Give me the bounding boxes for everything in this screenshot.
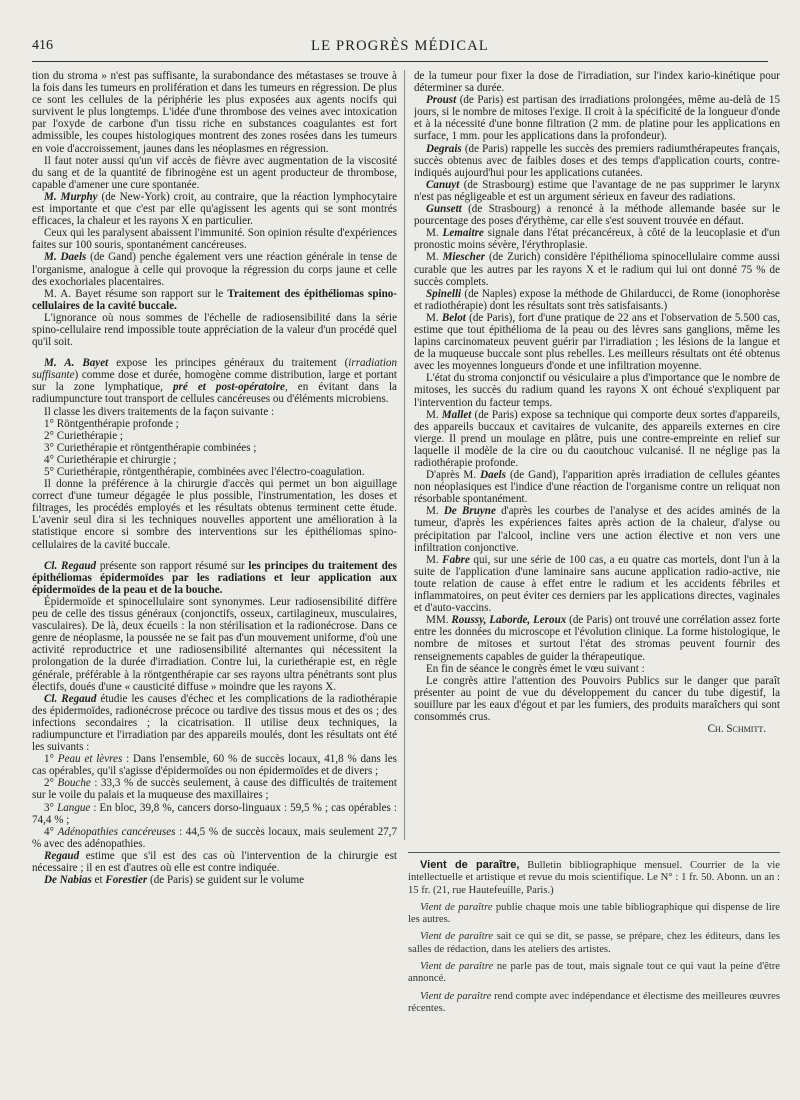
right-column [414,70,780,840]
ad-item: Vient de paraître rend compte avec indépendance et électisme des meilleures œuvres récentes. [408,990,781,1014]
ad-lead: Vient de paraître, [420,859,520,871]
list-item: 4° Adénopathies cancéreuses : 44,5 % de succès locaux, mais seulement 27,7 % avec des adénopathies. [32,825,397,850]
list-item: 1° Peau et lèvres : Dans l'ensemble, 60 % de succès locaux, 41,8 % dans les cas opérables, qu'il s'agisse d'épidermoïdes ou non épidermoïdes et de divers ; [32,753,397,778]
paragraph: Ceux qui les paralysent abaissent l'immunité. Son opinion résulte d'expériences faites sur 100 souris, spontanément cancéreuses. [32,227,397,252]
list-item: 3° Curiethérapie et röntgenthérapie combinées ; [44,441,257,454]
author-name: Forestier [105,874,148,887]
author-name: Proust [426,94,457,107]
author-name: Canuyt [426,178,460,191]
paragraph: M. Belot (de Paris), fort d'une pratique de 22 ans et l'observation de 5.500 cas, estime que tout épithélioma de la peau ou des lèvres sans ganglions, même les lapins carcinomateux peuvent guérir par l'irradiation ; les lésions de la langue et de la muqueuse buccale sont plus rebelles. Les meilleurs résultats ont été obtenus avec les moyennes longueurs d'onde et une infiltration moyenne. [414,311,780,373]
paragraph: M. A. Bayet expose les principes généraux du traitement (irradiation suffisante) comme dose et durée, homogène comme distribution, large et portant sur la zone lymphatique, pré et post-opératoire, en évitant dans la radiumpuncture tout transport de cellules cancéreuses ou d'éléments microbiens. [32,357,397,406]
list-item: 3° Langue : En bloc, 39,8 %, cancers dorso-linguaux : 59,5 % ; cas opérables : 74,4 % ; [32,801,397,826]
paragraph: M. Fabre qui, sur une série de 100 cas, a eu quatre cas mortels, dont l'un à la suite de l'application d'une laminaire sans aucune application radio-active, nie toute relation de cause à effet entre le radium et les accidents fébriles et inflammatoires, on peut éviter ces derniers par les applications directes, vaginales et d'auto-vaccins. [414,553,780,615]
header-rule [32,61,768,62]
left-column [32,70,397,1070]
paragraph: M. Lemaitre signale dans l'état précancéreux, à côté de la leucoplasie et d'un pronostic moins sévère, l'érythroplasie. [414,227,780,252]
author-name: M. A. Bayet [44,357,109,370]
author-name: M. Daels [44,251,87,264]
author-name: Fabre [442,553,470,566]
paragraph: D'après M. Daels (de Gand), l'apparition après irradiation de cellules géantes non néoplasiques est l'indice d'une réaction de l'organisme contre un reliquat non résorbable spontanément. [414,469,780,506]
paragraph: L'ignorance où nous sommes de l'échelle de radiosensibilité dans la série spino-cellulaire rend impossible toute appréciation de la valeur d'un procédé quel qu'il soit. [32,311,397,349]
page-number: 416 [32,38,53,53]
column-rule [404,70,405,840]
ad-header: Vient de paraître, Bulletin bibliographique mensuel. Courrier de la vie intellectuelle et artistique et revue du mois scientifique. Le N° : 1 fr. 50. Abonn. un an : 15 fr. (21, rue Hautefeuille, Paris.) [408,859,780,896]
author-name: M. Murphy [44,190,98,203]
page-header [32,38,768,60]
author-name: Regaud [44,849,80,862]
author-name: Belot [441,311,466,324]
paragraph: Cl. Regaud étudie les causes d'échec et les complications de la radiothérapie des épidermoïdes, radionécrose précoce ou tardive des tissus mous et des os ; des infections secondaires ; la cicatrisation. Il utilise deux techniques, la radiumpuncture et l'irradiation par des appareils moulés, dont les résultats ont été les suivants : [32,692,397,754]
report-title: Traitement des épithéliomas spino-cellulaires de la cavité buccale. [32,287,397,312]
paragraph: M. Mallet (de Paris) expose sa technique qui comporte deux sortes d'appareils, des appareils buccaux et cavitaires de vulcanite, des appareils externes en cire vierge. Il prend un moulage en plâtre, puis une contre-empreinte en relief sur laquelle il modèle de la cire ou du caoutchouc vulcanisé. Il ne néglige pas la radiothérapie profonde. [414,408,780,469]
list-item: 1° Röntgenthérapie profonde ; [44,417,179,430]
ad-item: Vient de paraître ne parle pas de tout, mais signale tout ce qui vaut la peine d'être annoncé. [408,961,781,985]
paragraph: Degrais (de Paris) rappelle les succès des premiers radiumthérapeutes français, succès obtenus avec de faibles doses et des temps d'application courts, contre-indiqués aujourd'hui pour les applications cutanées. [414,142,780,179]
author-name: Spinelli [426,287,462,300]
report-title: les principes du traitement des épithéliomas épidermoïdes par les radiations et leur application aux épidermoïdes de la peau et de la bouche. [32,559,397,596]
paragraph: MM. Roussy, Laborde, Leroux (de Paris) ont trouvé une corrélation assez forte entre les données du microscope et l'évolution clinique. La forme histologique, le nombre de mitoses et surtout l'état des stromas peuvent fournir des renseignements capables de guider la thérapeutique. [414,614,780,663]
advertisement [408,852,780,1015]
paragraph: Canuyt (de Strasbourg) estime que l'avantage de ne pas supprimer le larynx n'est pas négligeable et est un argument sérieux en faveur des radiations. [414,178,780,203]
ad-item: Vient de paraître sait ce qui se dit, se passe, se prépare, chez les éditeurs, dans les salles de rédaction, dans les ateliers des artistes. [408,931,781,955]
paragraph: M. A. Bayet résume son rapport sur le Traitement des épithéliomas spino-cellulaires de la cavité buccale. [32,287,397,312]
paragraph: Spinelli (de Naples) expose la méthode de Ghilarducci, de Rome (ionophorèse et radiothérapie) dont les résultats sont très satisfaisants.) [414,287,780,312]
author-name: Gunsett [426,203,462,216]
paragraph: Le congrès attire l'attention des Pouvoirs Publics sur le danger que paraît présenter au point de vue du développement du cancer du tube digestif, la souillure par les eaux d'égout et par les fumiers, des produits maraîchers qui sont consommés crus. [414,674,780,723]
author-name: Cl. Regaud [44,692,97,705]
list-item: 2° Curiethérapie ; [44,429,123,442]
ad-item: Vient de paraître publie chaque mois une table bibliographique qui dispense de lire les autres. [408,901,780,926]
list-item: 4° Curiethérapie et chirurgie ; [44,453,177,466]
paragraph: Il donne la préférence à la chirurgie d'accès qui permet un bon aiguillage correct d'une tumeur dégagée le plus possible, l'instrumentation, les doses et filtrages, les procédés employés et les résultats obtenus terminent cette étude. L'avenir seul dira si les techniques nouvelles apportent une amélioration à la statistique encore si sombre des interventions sur les épithéliomas spino-cellulaires de la cavité buccale. [32,478,397,551]
author-name: Roussy, Laborde, Leroux [451,614,567,627]
paragraph: Épidermoïde et spinocellulaire sont synonymes. Leur radiosensibilité diffère peu de celle des tissus généraux (conjonctifs, osseux, cartilagineux, musculaires, vasculaires). De là, deux écueils : la non stérilisation et la radionécrose. Dans ce genre de néoplasme, la poussée ne se fait pas d'un mouvement uniforme, d'où une activité reproductrice et une radiosensibilité alternantes qui nécessitent la prolongation de la durée d'irradiation. Contre lui, la curiethérapie est, en règle générale, préférable à la röntgenthérapie car ses rayons ultra pénétrants sont plus électifs, doués d'une « causticité diffuse » moindre que les rayons X. [32,595,397,693]
signature: Ch. Schmitt. [707,723,766,736]
paragraph: Proust (de Paris) est partisan des irradiations prolongées, même au-delà de 15 jours, si le nombre de mitoses l'exige. Il croit à la spécificité de la longueur d'onde et à la nécessité d'une bonne filtration (2 mm. de platine pour les applications en surface, 1 mm. pour les applications dans la profondeur). [414,94,780,143]
author-name: Lemaitre [442,227,484,240]
paragraph: Il faut noter aussi qu'un vif accès de fièvre avec augmentation de la viscosité du sang et de la quantité de fibrinogène est un agent producteur de thrombose, capable d'amener une cure spontanée. [32,154,397,191]
author-name: De Bruyne [443,505,496,518]
author-name: Daels [480,469,506,482]
paragraph: L'état du stroma conjonctif ou vésiculaire a plus d'importance que le nombre de mitoses, les succès du radium quand les rayons X ont échoué s'expliquent par l'intervention du facteur temps. [414,372,780,409]
paragraph: M. Murphy (de New-York) croit, au contraire, que la réaction lymphocytaire est importante et que c'est par elle qu'agissent les agents qui se sont montrés efficaces, la chaleur et les rayons X en particulier. [32,190,397,228]
author-name: Cl. Regaud [44,559,97,572]
paragraph: tion du stroma » n'est pas suffisante, la surabondance des métastases se trouve à la fois dans les tumeurs en prolifération et dans les tumeurs en régression. De plus ce sont les cellules de la périphérie les plus exposées aux agents nocifs qui survivent le plus longtemps. L'idée d'une thrombose des veines avec intoxication par l'oxyde de carbone d'un tissu riche en substances coagulantes est fort admissible, les coupes histologiques montrent des zones rosées dans les tumeurs en voie d'accroissement, jaunes dans les néoplasmes en régression. [32,70,397,155]
author-name: Miescher [442,251,486,264]
paragraph: Il classe les divers traitements de la façon suivante : [44,405,275,418]
author-name: Mallet [441,408,472,421]
paragraph: En fin de séance le congrès émet le vœu suivant : [426,662,645,675]
paragraph: M. Daels (de Gand) penche également vers une réaction générale in tense de l'organisme, analogue à celle qui provoque la régression du corps jaune et celle des exochoriales placentaires. [32,251,397,288]
paragraph: de la tumeur pour fixer la dose de l'irradiation, sur l'index kario-kinétique pour déterminer sa durée. [414,70,780,95]
list-item: 2° Bouche : 33,3 % de succès seulement, à cause des difficultés de traitement sur le voile du palais et la muqueuse des maxillaires ; [32,777,397,802]
paragraph: Regaud estime que s'il est des cas où l'intervention de la chirurgie est nécessaire ; il en est d'autres où elle est contre indiquée. [32,849,397,874]
paragraph: M. Miescher (de Zurich) considère l'épithélioma spinocellulaire comme aussi curable que les autres par les rayons X et le radium qui lui ont donné 75 % de succès complets. [414,251,780,288]
paragraph: De Nabias et Forestier (de Paris) se guident sur le volume [44,874,305,887]
author-name: Degrais [426,142,462,155]
list-item: 5° Curiethérapie, röntgenthérapie, combinées avec l'électro-coagulation. [44,466,365,478]
journal-title: LE PROGRÈS MÉDICAL [311,38,489,54]
author-name: De Nabias [44,874,92,887]
paragraph: Gunsett (de Strasbourg) a renoncé à la méthode allemande basée sur le pourcentage des poses d'érythème, car elle s'est souvent trouvée en défaut. [414,203,780,228]
paragraph: Cl. Regaud présente son rapport résumé sur les principes du traitement des épithéliomas épidermoïdes par les radiations et leur application aux épidermoïdes de la peau et de la bouche. [32,559,397,596]
paragraph: M. De Bruyne d'après les courbes de l'analyse et des acides aminés de la tumeur, d'après les expériences faites après action de la chaleur, d'alyse ou précipitation par l'alcool, incline vers une action élective et non vers une infiltration conjonctive. [414,505,780,554]
